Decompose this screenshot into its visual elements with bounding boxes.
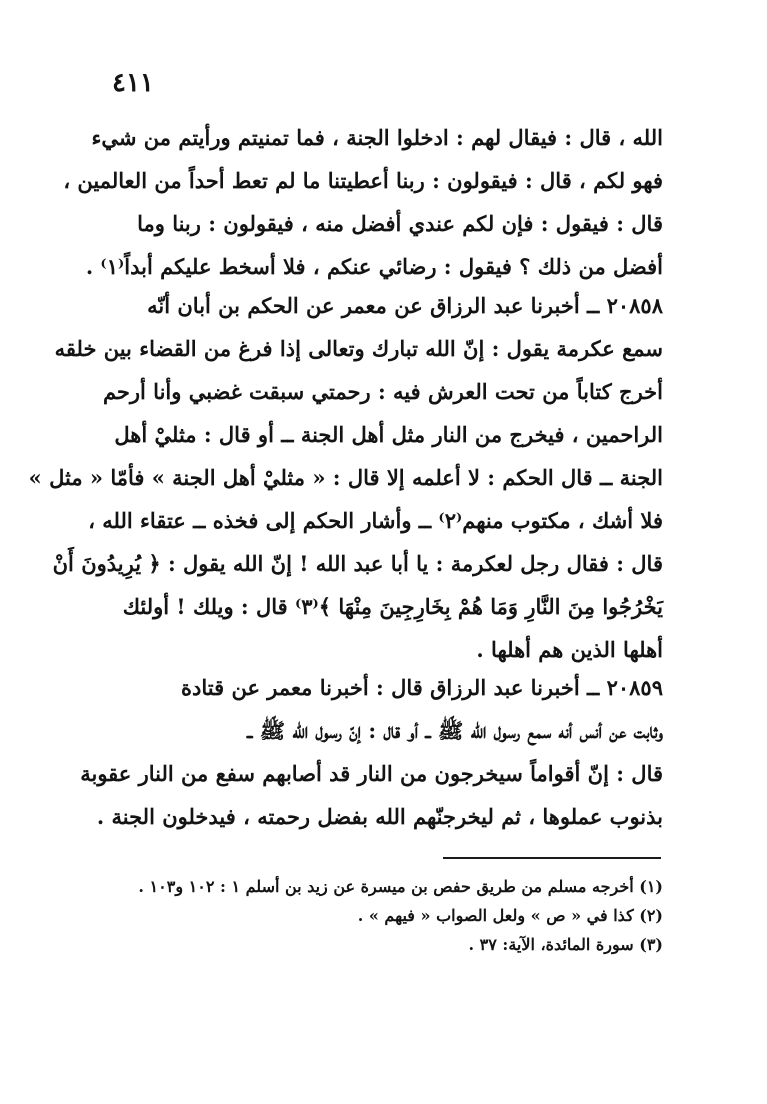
text-line: ٢٠٨٥٩ ــ أخبرنا عبد الرزاق قال : أخبرنا معمر عن قتادة (181, 675, 663, 700)
page-number: ٤١١ (112, 68, 154, 98)
footnote-separator (443, 857, 661, 859)
text-line: الجنة ــ قال الحكم : لا أعلمه إلا قال : « مثليْ أهل الجنة » فأمّا « مثل » (28, 465, 663, 490)
text-line: أخرج كتاباً من تحت العرش فيه : رحمتي سبقت غضبي وأنا أرحم (102, 379, 663, 404)
text-line: الله ، قال : فيقال لهم : ادخلوا الجنة ، فما تمنيتم ورأيتم من شيء (91, 125, 663, 150)
text-line: قال : إنّ أقواماً سيخرجون من النار قد أصابهم سفع من النار عقوبة (80, 761, 663, 786)
footnote: (٣) سورة المائدة، الآية: ٣٧ . (468, 935, 663, 954)
text-line: أهلها الذين هم أهلها . (476, 637, 663, 662)
footnotes (118, 872, 663, 959)
text-line: وثابت عن أنس أنه سمع رسول الله ﷺ ــ أو قال : إنّ رسول الله ﷺ ــ (247, 718, 663, 743)
text-line: ٢٠٨٥٨ ــ أخبرنا عبد الرزاق عن معمر عن الحكم بن أبان أنّه (147, 293, 663, 318)
text-line: بذنوب عملوها ، ثم ليخرجنّهم الله بفضل رحمته ، فيدخلون الجنة . (96, 804, 663, 829)
text-line: فلا أشك ، مكتوب منهم⁽٢⁾ ــ وأشار الحكم إلى فخذه ــ عتقاء الله ، (88, 508, 663, 533)
hadith-20858 (28, 284, 663, 671)
text-line: أفضل من ذلك ؟ فيقول : رضائي عنكم ، فلا أسخط عليكم أبداً⁽١⁾ . (85, 254, 663, 279)
text-line: الراحمين ، فيخرج من النار مثل أهل الجنة ــ أو قال : مثليْ أهل (114, 422, 663, 447)
text-line: سمع عكرمة يقول : إنّ الله تبارك وتعالى إذا فرغ من القضاء بين خلقه (54, 336, 663, 361)
text-line: فهو لكم ، قال : فيقولون : ربنا أعطيتنا ما لم تعط أحداً من العالمين ، (63, 168, 663, 193)
footnote: (٢) كذا في « ص » ولعل الصواب « فيهم » . (357, 906, 663, 925)
paragraph-continuation (63, 116, 663, 288)
text-line: قال : فيقول : فإن لكم عندي أفضل منه ، فيقولون : ربنا وما (137, 211, 663, 236)
text-line: قال : فقال رجل لعكرمة : يا أبا عبد الله ! إنّ الله يقول : ﴿ يُرِيدُونَ أَنْ (52, 551, 663, 576)
hadith-20859 (80, 666, 663, 838)
text-line: يَخْرُجُوا مِنَ النَّارِ وَمَا هُمْ بِخَارِجِينَ مِنْهَا ﴾⁽٣⁾ قال : ويلك ! أولئك (122, 594, 663, 619)
footnote: (١) أخرجه مسلم من طريق حفص بن ميسرة عن زيد بن أسلم ١ : ١٠٢ و١٠٣ . (138, 877, 663, 896)
